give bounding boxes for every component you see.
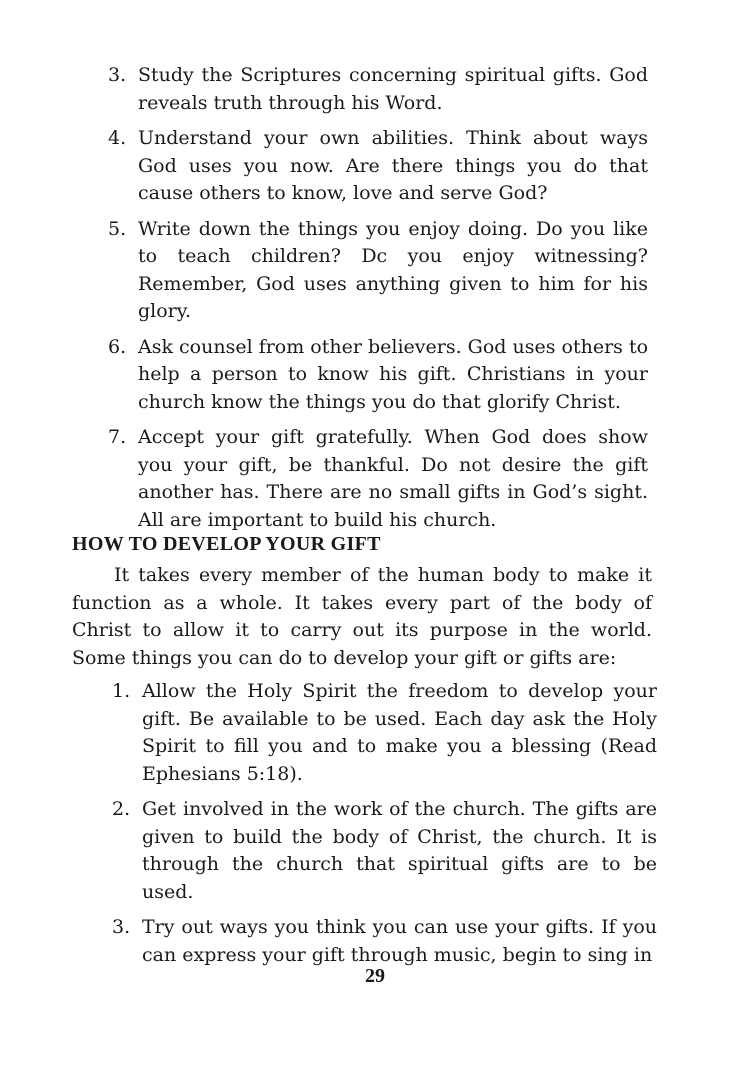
- list-item: [108, 216, 648, 326]
- list-item-text: Allow the Holy Spirit the freedom to develop your gift. Be available to be used. Each day ask the Holy Spirit to fill you and to make you a blessing (Read Ephesians 5:18).: [142, 680, 657, 785]
- list-item-text: Study the Scriptures concerning spiritual gifts. God reveals truth through his Word.: [138, 64, 648, 114]
- list-item: [108, 125, 648, 208]
- numbered-list-steps: [108, 62, 648, 542]
- list-item-text: Get involved in the work of the church. The gifts are given to build the body of Christ, the church. It is through the church that spiritual gifts are to be used.: [142, 798, 657, 903]
- list-item-number: 5.: [108, 217, 127, 240]
- list-item: [112, 796, 657, 906]
- list-item-text: Understand your own abilities. Think about ways God uses you now. Are there things you do that cause others to know, love and serve God?: [138, 127, 648, 204]
- list-item: [108, 62, 648, 117]
- page-number: 29: [365, 965, 385, 987]
- intro-paragraph: It takes every member of the human body to make it function as a whole. It takes every part of the body of Christ to allow it to carry out its purpose in the world. Some things you can do to develop your gift or gifts are:: [72, 564, 652, 669]
- list-item-text: Accept your gift gratefully. When God does show you your gift, be thankful. Do not desire the gift another has. There are no small gifts in God’s sight. All are important to build his church.: [138, 426, 648, 531]
- list-item: [112, 678, 657, 788]
- list-item-number: 6.: [108, 335, 127, 358]
- list-item-number: 1.: [112, 680, 131, 702]
- list-item-number: 2.: [112, 798, 131, 820]
- list-item-text: Ask counsel from other believers. God uses others to help a person to know his gift. Christians in your church know the things you do that glorify Christ.: [138, 335, 649, 413]
- list-item-number: 4.: [108, 127, 127, 149]
- list-item: [112, 914, 657, 969]
- section-heading: HOW TO DEVELOP YOUR GIFT: [72, 533, 381, 555]
- list-item: [108, 424, 648, 534]
- list-item-text: Write down the things you enjoy doing. Do you like to teach children? Dc you enjoy witnessing? Remember, God uses anything given to him for his glory.: [138, 217, 648, 322]
- list-item-text: Try out ways you think you can use your gifts. If you can express your gift through music, begin to sing in: [142, 916, 657, 966]
- list-item-number: 3.: [108, 64, 127, 86]
- list-item: [108, 334, 648, 417]
- list-item-number: 3.: [112, 916, 131, 938]
- list-item-number: 7.: [108, 426, 127, 448]
- numbered-list-develop: [112, 678, 657, 977]
